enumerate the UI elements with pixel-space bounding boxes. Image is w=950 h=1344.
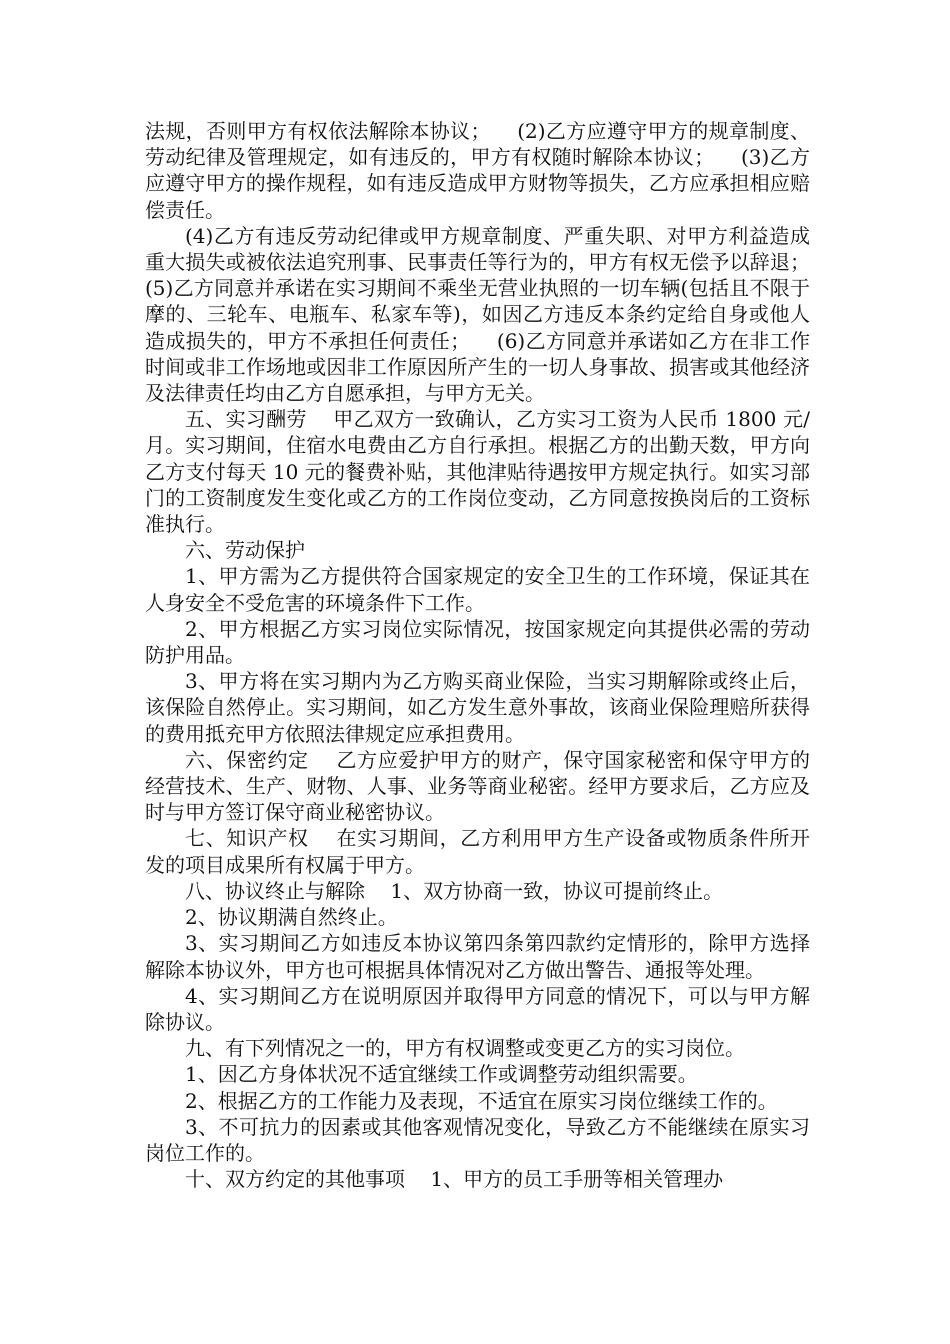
paragraph-dismissal-clauses: (4)乙方有违反劳动纪律或甲方规章制度、严重失职、对甲方利益造成重大损失或被依法追究刑事、民事责任等行为的，甲方有权无偿予以辞退； (5)乙方同意并承诺在实习期间不乘坐无营业执照的一切车辆(包括且不限于摩的、三轮车、电瓶车、私家车等)，如因乙方违反本条约定给自身或他人造成损失的，甲方不承担任何责任； (6)乙方同意并承诺如乙方在非工作时间或非工作场地或因非工作原因所产生的一切人身事故、损害或其他经济及法律责任均由乙方自愿承担，与甲方无关。: [145, 223, 836, 406]
paragraph-termination-2: 2、协议期满自然终止。: [185, 905, 398, 930]
paragraph-termination-4: 4、实习期间乙方在说明原因并取得甲方同意的情况下，可以与甲方解除协议。: [145, 983, 810, 1034]
document-body: [145, 118, 836, 1192]
paragraph-confidentiality: 六、保密约定 乙方应爱护甲方的财产，保守国家秘密和保守甲方的经营技术、生产、财物、人事、业务等商业秘密。经甲方要求后，乙方应及时与甲方签订保守商业秘密协议。: [145, 747, 810, 825]
paragraph-adjustment-3: 3、不可抗力的因素或其他客观情况变化，导致乙方不能继续在原实习岗位工作的。: [145, 1114, 810, 1165]
paragraph-intellectual-property: 七、知识产权 在实习期间，乙方利用甲方生产设备或物质条件所开发的项目成果所有权属于甲方。: [145, 826, 810, 877]
paragraph-protection-3: 3、甲方将在实习期内为乙方购买商业保险，当实习期解除或终止后，该保险自然停止。实习期间，如乙方发生意外事故，该商业保险理赔所获得的费用抵充甲方依照法律规定应承担费用。: [145, 669, 810, 746]
heading-labor-protection: 六、劳动保护: [185, 538, 305, 563]
paragraph-adjustment-2: 2、根据乙方的工作能力及表现，不适宜在原实习岗位继续工作的。: [185, 1088, 778, 1113]
heading-position-adjustment: 九、有下列情况之一的，甲方有权调整或变更乙方的实习岗位。: [185, 1036, 745, 1061]
paragraph-other-matters: 十、双方约定的其他事项 1、甲方的员工手册等相关管理办: [185, 1167, 724, 1192]
paragraph-adjustment-1: 1、因乙方身体状况不适宜继续工作或调整劳动组织需要。: [185, 1062, 698, 1087]
paragraph-termination-3: 3、实习期间乙方如违反本协议第四条第四款约定情形的，除甲方选择解除本协议外，甲方也可根据具体情况对乙方做出警告、通报等处理。: [145, 931, 810, 982]
paragraph-termination-1: 八、协议终止与解除 1、双方协商一致，协议可提前终止。: [185, 878, 724, 903]
paragraph-termination-clauses: 法规，否则甲方有权依法解除本协议； (2)乙方应遵守甲方的规章制度、劳动纪律及管理规定，如有违反的，甲方有权随时解除本协议； (3)乙方应遵守甲方的操作规程，如有违反造成甲方财物等损失，乙方应承担相应赔偿责任。: [145, 119, 810, 222]
paragraph-internship-pay: 五、实习酬劳 甲乙双方一致确认，乙方实习工资为人民币 1800 元/月。实习期间，住宿水电费由乙方自行承担。根据乙方的出勤天数，甲方向乙方支付每天 10 元的餐费补贴，其他津贴待遇按甲方规定执行。如实习部门的工资制度发生变化或乙方的工作岗位变动，乙方同意按换岗后的工资标准执行。: [145, 407, 810, 537]
paragraph-protection-1: 1、甲方需为乙方提供符合国家规定的安全卫生的工作环境，保证其在人身安全不受危害的环境条件下工作。: [145, 564, 810, 615]
paragraph-protection-2: 2、甲方根据乙方实习岗位实际情况，按国家规定向其提供必需的劳动防护用品。: [145, 616, 810, 668]
